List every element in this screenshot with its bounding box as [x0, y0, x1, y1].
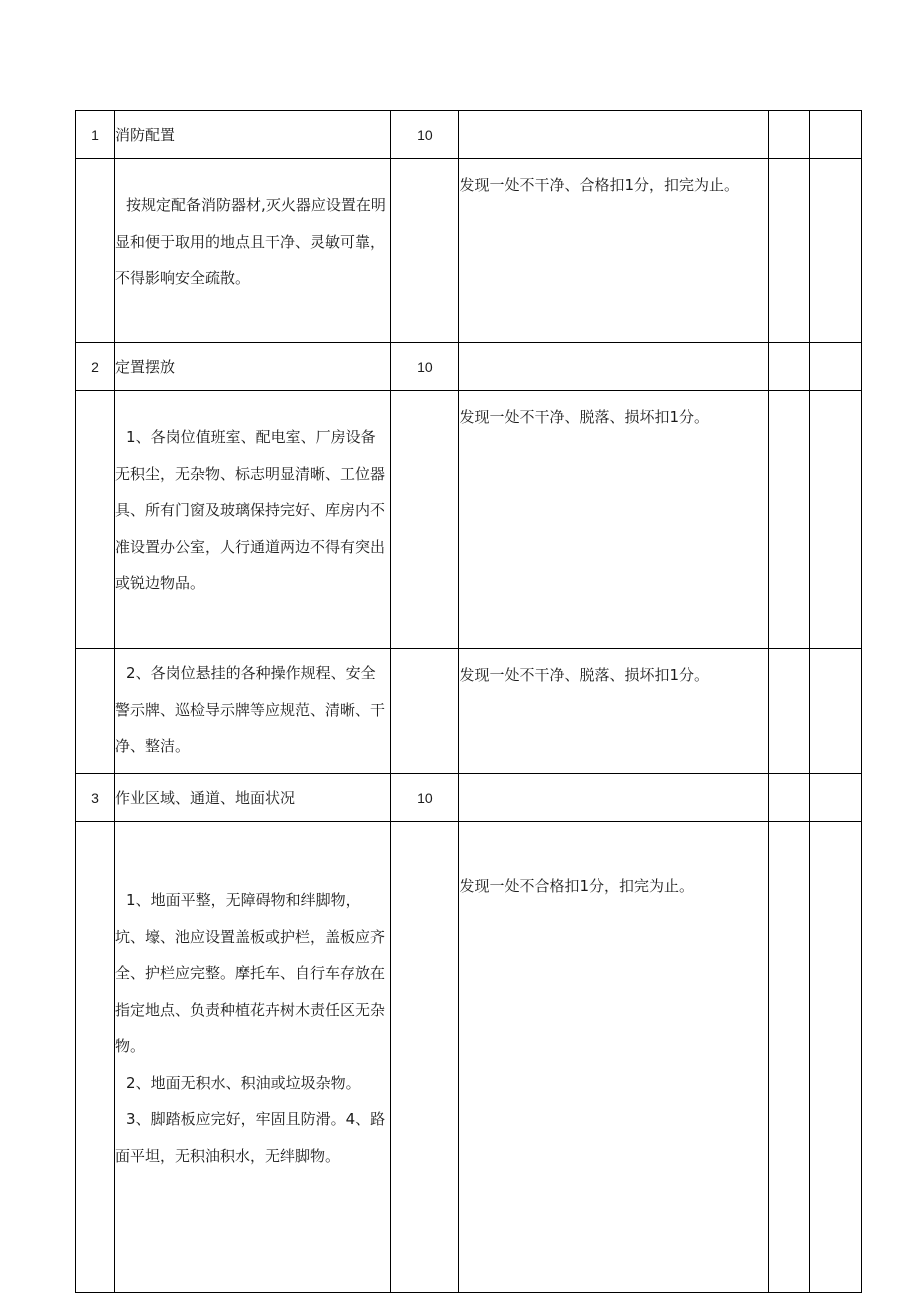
criteria-content — [115, 391, 391, 649]
section-title: 作业区域、通道、地面状况 — [115, 774, 391, 822]
score-cell — [768, 774, 809, 822]
criteria-text: 2、各岗位悬挂的各种操作规程、安全警示牌、巡检导示牌等应规范、清晰、干净、整洁。 — [115, 664, 386, 755]
points-cell-empty — [391, 159, 459, 343]
section-points: 10 — [391, 343, 459, 391]
score-cell — [768, 822, 809, 1293]
deduction-rule: 发现一处不干净、脱落、损坏扣1分。 — [459, 391, 768, 649]
section-number: 1 — [76, 111, 115, 159]
remark-cell — [809, 649, 861, 774]
criteria-row — [76, 159, 862, 343]
deduction-rule: 发现一处不合格扣1分，扣完为止。 — [459, 822, 768, 1293]
criteria-content — [115, 822, 391, 1293]
points-cell-empty — [391, 822, 459, 1293]
score-cell — [768, 343, 809, 391]
remark-cell — [809, 111, 861, 159]
section-points: 10 — [391, 774, 459, 822]
criteria-content — [115, 159, 391, 343]
criteria-content — [115, 649, 391, 774]
score-cell — [768, 111, 809, 159]
remark-cell — [809, 159, 861, 343]
score-cell — [768, 391, 809, 649]
number-cell-empty — [76, 391, 115, 649]
criteria-text: 1、地面平整，无障碍物和绊脚物，坑、壕、池应设置盖板或护栏，盖板应齐全、护栏应完整。摩托车、自行车存放在指定地点、负责种植花卉树木责任区无杂物。 — [115, 891, 386, 1055]
inspection-table — [75, 110, 862, 1293]
number-cell-empty — [76, 649, 115, 774]
section-title: 消防配置 — [115, 111, 391, 159]
remark-cell — [809, 391, 861, 649]
criteria-text: 2、地面无积水、积油或垃圾杂物。 — [126, 1073, 361, 1092]
number-cell-empty — [76, 159, 115, 343]
criteria-row — [76, 649, 862, 774]
points-cell-empty — [391, 391, 459, 649]
deduction-rule: 发现一处不干净、合格扣1分，扣完为止。 — [459, 159, 768, 343]
section-number: 2 — [76, 343, 115, 391]
number-cell-empty — [76, 822, 115, 1293]
section-number: 3 — [76, 774, 115, 822]
deduction-rule: 发现一处不干净、脱落、损坏扣1分。 — [459, 649, 768, 774]
section-header-row — [76, 774, 862, 822]
criteria-text: 1、各岗位值班室、配电室、厂房设备无积尘，无杂物、标志明显清晰、工位器具、所有门窗及玻璃保持完好、库房内不准设置办公室，人行通道两边不得有突出或锐边物品。 — [115, 428, 386, 592]
rule-cell-empty — [459, 111, 768, 159]
criteria-text: 3、脚踏板应完好，牢固且防滑。4、路面平坦，无积油积水，无绊脚物。 — [115, 1110, 386, 1165]
remark-cell — [809, 774, 861, 822]
remark-cell — [809, 343, 861, 391]
rule-cell-empty — [459, 343, 768, 391]
score-cell — [768, 649, 809, 774]
section-title: 定置摆放 — [115, 343, 391, 391]
remark-cell — [809, 822, 861, 1293]
criteria-row — [76, 822, 862, 1293]
rule-cell-empty — [459, 774, 768, 822]
criteria-row — [76, 391, 862, 649]
section-points: 10 — [391, 111, 459, 159]
section-header-row — [76, 343, 862, 391]
points-cell-empty — [391, 649, 459, 774]
criteria-text: 按规定配备消防器材,灭火器应设置在明显和便于取用的地点且干净、灵敏可靠，不得影响安全疏散。 — [115, 196, 386, 287]
section-header-row — [76, 111, 862, 159]
score-cell — [768, 159, 809, 343]
